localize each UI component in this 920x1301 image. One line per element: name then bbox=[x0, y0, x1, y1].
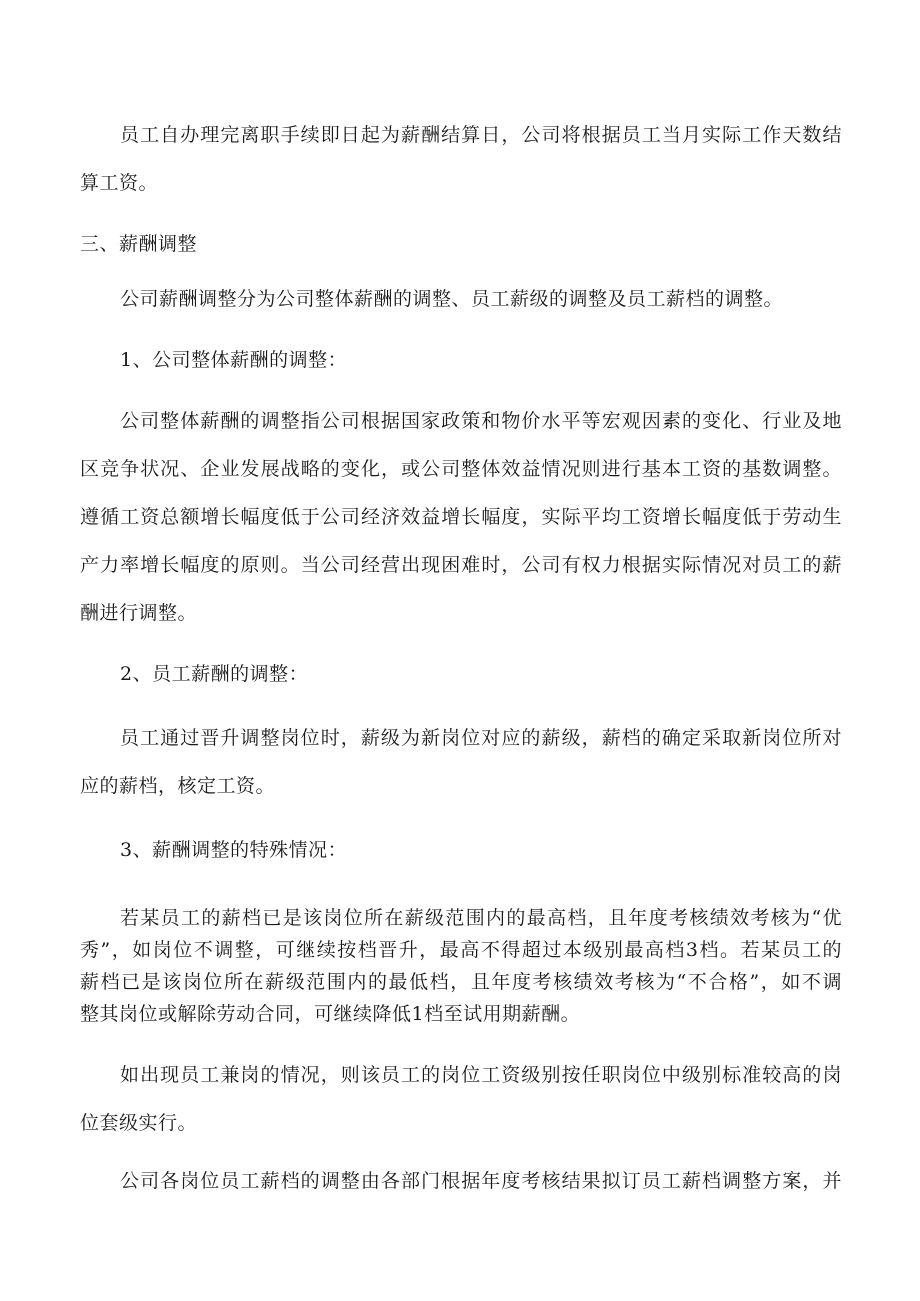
paragraph-line: 秀”，如岗位不调整，可继续按档晋升，最高不得超过本级别最高档3档。若某员工的 bbox=[80, 939, 842, 961]
paragraph-line: 产力率增长幅度的原则。当公司经营出现困难时，公司有权力根据实际情况对员工的薪 bbox=[80, 554, 842, 576]
paragraph-line: 员工自办理完离职手续即日起为薪酬结算日，公司将根据员工当月实际工作天数结 bbox=[120, 124, 842, 146]
subsection-heading: 2、员工薪酬的调整： bbox=[120, 663, 309, 685]
paragraph-line: 公司各岗位员工薪档的调整由各部门根据年度考核结果拟订员工薪档调整方案，并 bbox=[120, 1170, 842, 1192]
paragraph-line: 公司整体薪酬的调整指公司根据国家政策和物价水平等宏观因素的变化、行业及地 bbox=[120, 410, 842, 432]
paragraph-line: 公司薪酬调整分为公司整体薪酬的调整、员工薪级的调整及员工薪档的调整。 bbox=[120, 288, 784, 310]
paragraph-line: 如出现员工兼岗的情况，则该员工的岗位工资级别按任职岗位中级别标准较高的岗 bbox=[120, 1064, 842, 1086]
paragraph-line: 整其岗位或解除劳动合同，可继续降低1档至试用期薪酬。 bbox=[80, 1003, 581, 1025]
section-heading: 三、薪酬调整 bbox=[80, 233, 198, 255]
paragraph-line: 遵循工资总额增长幅度低于公司经济效益增长幅度，实际平均工资增长幅度低于劳动生 bbox=[80, 506, 842, 528]
subsection-heading: 1、公司整体薪酬的调整： bbox=[120, 349, 348, 371]
paragraph-line: 薪档已是该岗位所在薪级范围内的最低档，且年度考核绩效考核为“不合格”，如不调 bbox=[80, 971, 842, 993]
paragraph-line: 酬进行调整。 bbox=[80, 602, 198, 624]
paragraph-line: 区竞争状况、企业发展战略的变化，或公司整体效益情况则进行基本工资的基数调整。 bbox=[80, 458, 842, 480]
paragraph-line: 应的薪档，核定工资。 bbox=[80, 775, 276, 797]
paragraph-line: 位套级实行。 bbox=[80, 1112, 198, 1134]
paragraph-line: 若某员工的薪档已是该岗位所在薪级范围内的最高档，且年度考核绩效考核为“优 bbox=[120, 907, 842, 929]
paragraph-line: 算工资。 bbox=[80, 172, 159, 194]
subsection-heading: 3、薪酬调整的特殊情况： bbox=[120, 839, 348, 861]
paragraph-line: 员工通过晋升调整岗位时，薪级为新岗位对应的薪级，薪档的确定采取新岗位所对 bbox=[120, 727, 842, 749]
